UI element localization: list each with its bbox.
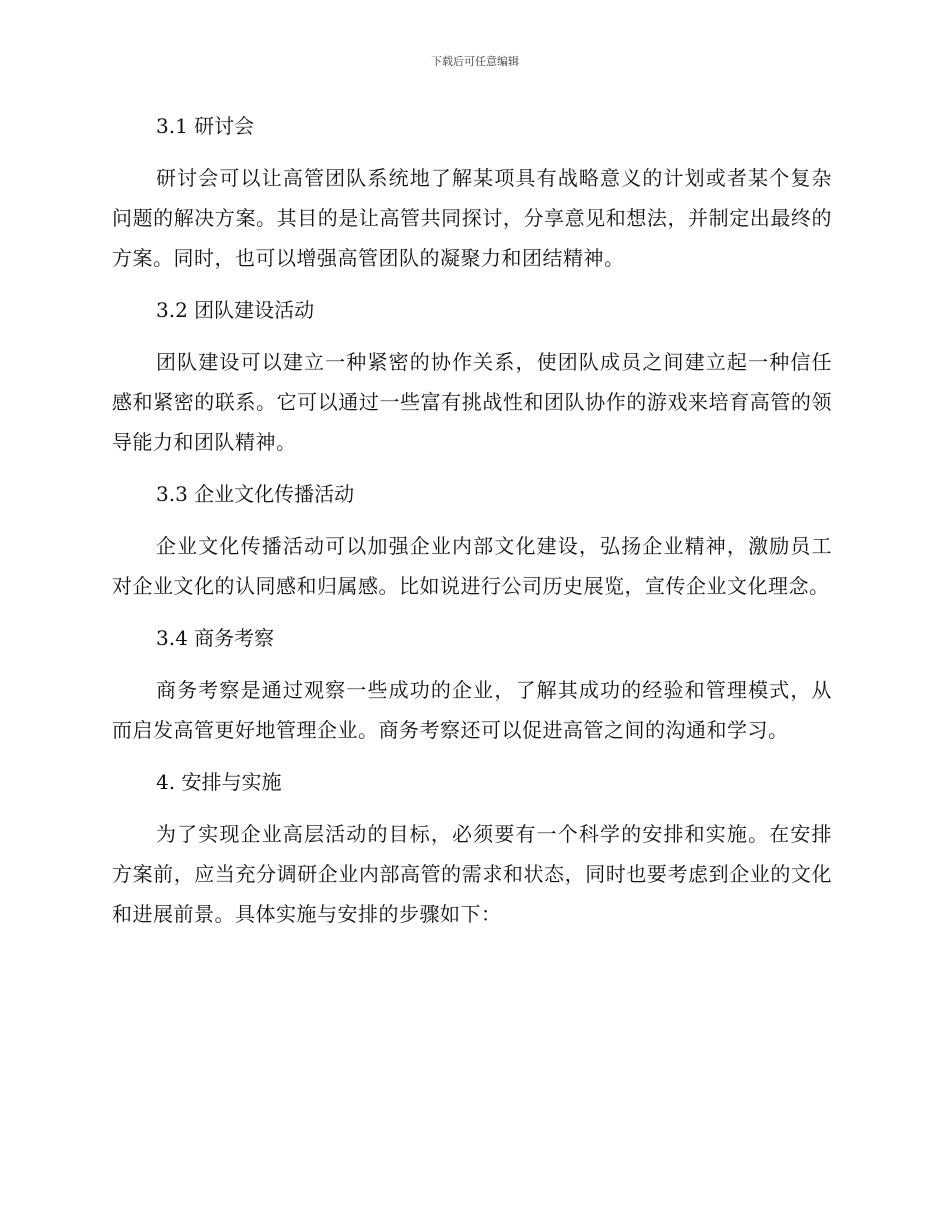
section-heading: 3.1 研讨会 bbox=[156, 114, 255, 138]
section-heading: 3.2 团队建设活动 bbox=[156, 298, 315, 322]
section-paragraph: 研讨会可以让高管团队系统地了解某项具有战略意义的计划或者某个复杂问题的解决方案。其目的是让高管共同探讨，分享意见和想法，并制定出最终的方案。同时，也可以增强高管团队的凝聚力和团结精神。 bbox=[112, 166, 832, 270]
section-heading: 4. 安排与实施 bbox=[156, 770, 282, 794]
page-header: 下载后可任意编辑 bbox=[431, 55, 519, 68]
section-3-4 bbox=[112, 620, 832, 750]
section-4 bbox=[112, 764, 832, 934]
section-paragraph: 商务考察是通过观察一些成功的企业，了解其成功的经验和管理模式，从而启发高管更好地管理企业。商务考察还可以促进高管之间的沟通和学习。 bbox=[112, 678, 832, 742]
section-paragraph: 团队建设可以建立一种紧密的协作关系，使团队成员之间建立起一种信任感和紧密的联系。它可以通过一些富有挑战性和团队协作的游戏来培育高管的领导能力和团队精神。 bbox=[112, 350, 832, 454]
section-heading: 3.3 企业文化传播活动 bbox=[156, 482, 355, 506]
section-3-3 bbox=[112, 476, 832, 606]
section-paragraph: 为了实现企业高层活动的目标，必须要有一个科学的安排和实施。在安排方案前，应当充分调研企业内部高管的需求和状态，同时也要考虑到企业的文化和进展前景。具体实施与安排的步骤如下： bbox=[112, 822, 832, 926]
section-3-2 bbox=[112, 292, 832, 462]
document-body bbox=[112, 108, 832, 948]
section-paragraph: 企业文化传播活动可以加强企业内部文化建设，弘扬企业精神，激励员工对企业文化的认同感和归属感。比如说进行公司历史展览，宣传企业文化理念。 bbox=[112, 534, 832, 598]
section-heading: 3.4 商务考察 bbox=[156, 626, 275, 650]
section-3-1 bbox=[112, 108, 832, 278]
